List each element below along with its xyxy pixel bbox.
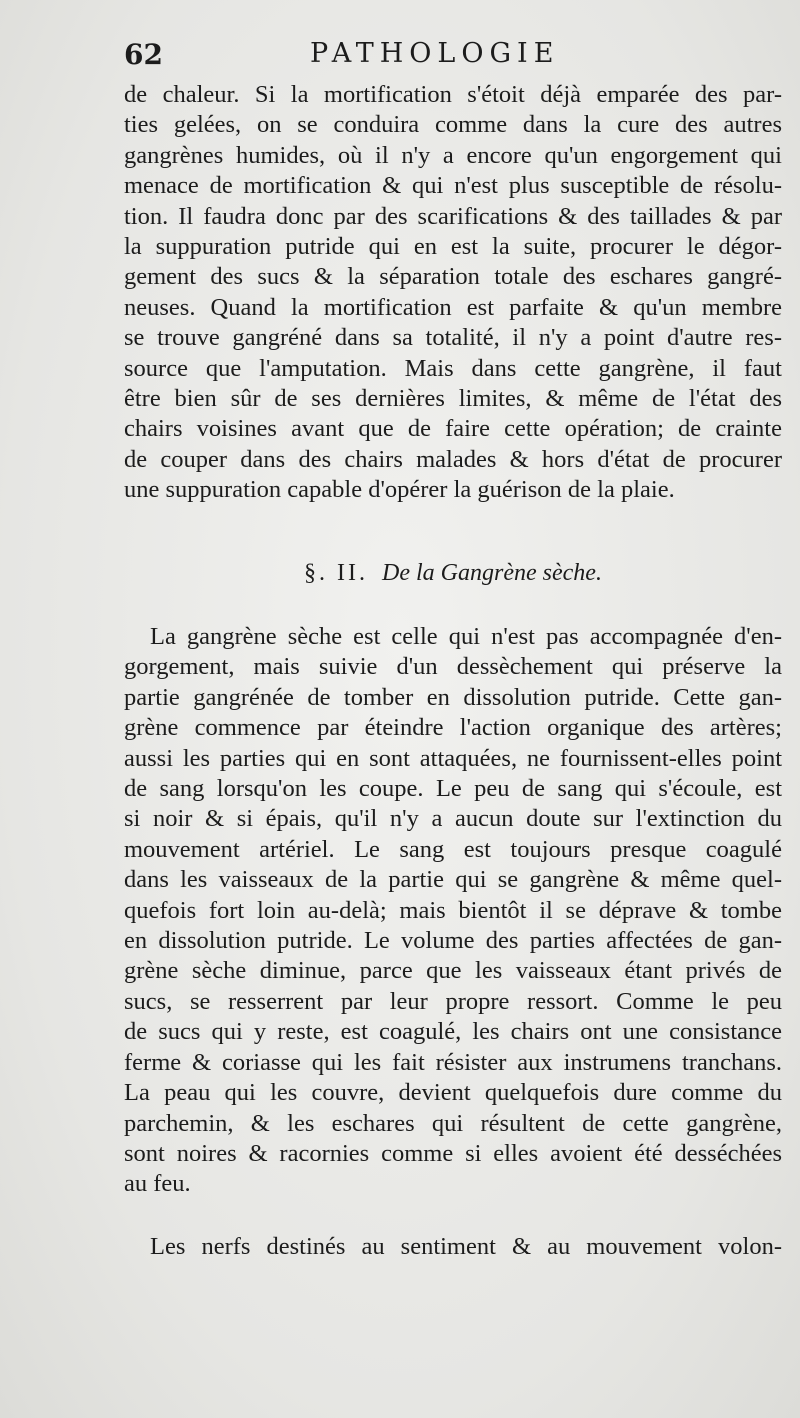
text-line: neuses. Quand la mortification est parfaite & qu'un membre (124, 293, 782, 321)
text-line: Les nerfs destinés au sentiment & au mouvement volon- (150, 1233, 782, 1260)
text-line: la suppuration putride qui en est la suite, procurer le dégor- (124, 233, 782, 261)
text-line: dans les vaisseaux de la partie qui se gangrène & même quel- (124, 866, 782, 894)
text-line: de sucs qui y reste, est coagulé, les chairs ont une consistance (124, 1018, 782, 1046)
text-line: chairs voisines avant que de faire cette opération; de crainte (124, 415, 782, 443)
text-line: La gangrène sèche est celle qui n'est pas accompagnée d'en- (150, 623, 782, 650)
text-line: de sang lorsqu'on les coupe. Le peu de sang qui s'écoule, est (124, 775, 782, 803)
text-line: gement des sucs & la séparation totale des eschares gangré- (124, 263, 782, 291)
text-line: de couper dans des chairs malades & hors d'état de procurer (124, 445, 782, 473)
text-line: gangrènes humides, où il n'y a encore qu'un engorgement qui (124, 141, 782, 169)
running-head: PATHOLOGIE (310, 38, 560, 69)
text-line: gorgement, mais suivie d'un dessèchement qui préserve la (124, 653, 782, 681)
text-line: au feu. (124, 1170, 191, 1198)
text-line: mouvement artériel. Le sang est toujours presque coagulé (124, 835, 782, 863)
text-line: grène commence par éteindre l'action organique des artères; (124, 714, 782, 742)
text-line: source que l'amputation. Mais dans cette gangrène, il faut (124, 354, 782, 382)
paragraph-nerfs (124, 1232, 782, 1262)
text-line: de chaleur. Si la mortification s'étoit déjà emparée des par- (124, 81, 782, 108)
page-number: 62 (124, 38, 163, 71)
text-line: menace de mortification & qui n'est plus susceptible de résolu- (124, 172, 782, 200)
section-title: De la Gangrène sèche. (382, 560, 602, 586)
section-heading (124, 560, 782, 587)
text-line: être bien sûr de ses dernières limites, & même de l'état des (124, 385, 782, 413)
text-line: partie gangrénée de tomber en dissolution putride. Cette gan- (124, 683, 782, 711)
text-line: ties gelées, on se conduira comme dans la cure des autres (124, 111, 782, 139)
text-line: se trouve gangréné dans sa totalité, il n'y a point d'autre res- (124, 324, 782, 352)
text-line: grène sèche diminue, parce que les vaisseaux étant privés de (124, 957, 782, 985)
text-line: tion. Il faudra donc par des scarifications & des taillades & par (124, 202, 782, 230)
text-line: si noir & si épais, qu'il n'y a aucun doute sur l'extinction du (124, 805, 782, 833)
text-line: sont noires & racornies comme si elles avoient été desséchées (124, 1139, 782, 1167)
text-line: en dissolution putride. Le volume des parties affectées de gan- (124, 927, 782, 955)
text-line: parchemin, & les eschares qui résultent de cette gangrène, (124, 1109, 782, 1137)
section-number: §. II. (304, 560, 369, 586)
text-line: aussi les parties qui en sont attaquées, ne fournissent-elles point (124, 744, 782, 772)
text-line: une suppuration capable d'opérer la guérison de la plaie. (124, 476, 675, 504)
paragraph-gangrene-humide-end (124, 80, 782, 506)
paragraph-gangrene-seche (124, 622, 782, 1200)
text-line: sucs, se resserrent par leur propre ressort. Comme le peu (124, 987, 782, 1015)
text-line: quefois fort loin au-delà; mais bientôt il se déprave & tombe (124, 896, 782, 924)
text-line: ferme & coriasse qui les fait résister aux instrumens tranchans. (124, 1048, 782, 1076)
text-line: La peau qui les couvre, devient quelquefois dure comme du (124, 1079, 782, 1107)
page-header (124, 38, 782, 78)
